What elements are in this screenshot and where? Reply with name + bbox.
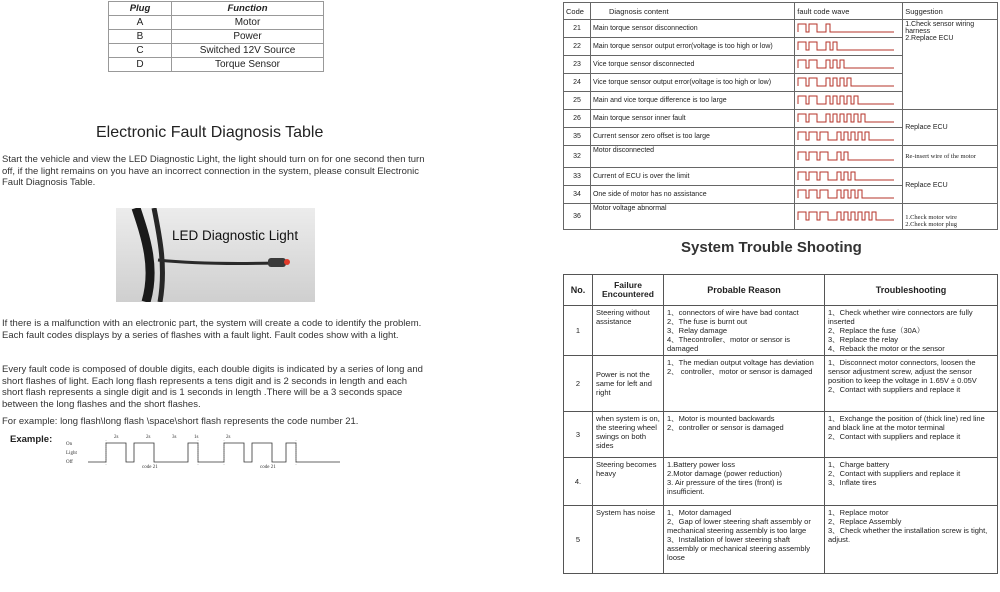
- troubleshooting-header: Troubleshooting: [825, 275, 998, 306]
- reason-line: 2、controller or sensor is damaged: [667, 423, 784, 432]
- code-label: code 21: [142, 465, 158, 470]
- fix-cell: [825, 356, 998, 412]
- plug-function-table: [108, 1, 324, 72]
- wave-line: [798, 42, 894, 50]
- code-cell: 33: [564, 168, 591, 186]
- table-row: [564, 20, 998, 38]
- table-row: [109, 44, 324, 58]
- led-photo-label: LED Diagnostic Light: [172, 228, 299, 243]
- wave-cell: [795, 110, 903, 128]
- table-row: [564, 168, 998, 186]
- diagnosis-cell: Main torque sensor disconnection: [590, 20, 794, 38]
- failure-cell: Steering becomes heavy: [593, 458, 664, 506]
- failure-header: Failure Encountered: [593, 275, 664, 306]
- suggestion-cell: Replace ECU: [903, 168, 998, 204]
- no-cell: 4.: [564, 458, 593, 506]
- timing-label: 2s: [146, 435, 151, 440]
- intro-paragraph: Start the vehicle and view the LED Diagnostic Light, the light should turn on for one second then turn off, if the light remains on you have an incorrect connection in the system, please consult Electronic Fault Diagnosis Table.: [2, 154, 425, 188]
- reason-line: 1.Battery power loss: [667, 460, 735, 469]
- fix-line: 2、Contact with suppliers and replace it: [828, 385, 961, 394]
- failure-cell: when system is on, the steering wheel swings on both sides: [593, 412, 664, 458]
- table-row: [564, 146, 998, 168]
- fix-line: 4、Reback the motor or the sensor: [828, 344, 945, 353]
- wave-line: [798, 96, 894, 104]
- reason-header: Probable Reason: [664, 275, 825, 306]
- trouble-shooting-table: [563, 274, 998, 574]
- example-label: Example:: [10, 434, 53, 445]
- plug-cell: A: [109, 16, 172, 30]
- reason-line: 3、Installation of lower steering shaft assembly or mechanical steering assembly loose: [667, 535, 810, 562]
- reason-line: 1、The median output voltage has deviation: [667, 358, 814, 367]
- wave-cell: [795, 92, 903, 110]
- suggestion-line: 1.Check sensor wiring harness: [905, 21, 975, 35]
- reason-line: 1、Motor damaged: [667, 508, 732, 517]
- wave-cell: [795, 186, 903, 204]
- code-cell: 25: [564, 92, 591, 110]
- timing-label: 2s: [114, 435, 119, 440]
- example-paragraph: For example: long flash\long flash \space\short flash represents the code number 21.: [2, 416, 359, 427]
- fix-line: 1、Check whether wire connectors are fully inserted: [828, 308, 973, 326]
- suggestion-cell: [903, 20, 998, 110]
- reason-cell: [664, 356, 825, 412]
- wave-line: [798, 190, 894, 198]
- code-cell: 24: [564, 74, 591, 92]
- plug-cell: D: [109, 58, 172, 72]
- reason-line: 2.Motor damage (power reduction): [667, 469, 783, 478]
- wave-cell: [795, 56, 903, 74]
- diagnosis-cell: Main torque sensor output error(voltage is too high or low): [590, 38, 794, 56]
- diagnosis-cell: Motor disconnected: [590, 146, 794, 168]
- reason-cell: [664, 458, 825, 506]
- reason-line: 1、connectors of wire have bad contact: [667, 308, 799, 317]
- function-cell: Switched 12V Source: [172, 44, 324, 58]
- fault-wave-graphic: [797, 169, 896, 183]
- fix-line: 1、Charge battery: [828, 460, 890, 469]
- reason-cell: [664, 506, 825, 574]
- timing-label: 1s: [194, 435, 199, 440]
- reason-line: 1、Motor is mounted backwards: [667, 414, 775, 423]
- reason-line: 2、Gap of lower steering shaft assembly or mechanical steering assembly is too large: [667, 517, 811, 535]
- diagram-light-label: Light: [66, 451, 77, 456]
- wave-line: [798, 78, 894, 86]
- no-header: No.: [564, 275, 593, 306]
- diagnosis-cell: Current sensor zero offset is too large: [590, 128, 794, 146]
- diagnosis-cell: Motor voltage abnormal: [590, 204, 794, 230]
- fix-line: 2、Contact with suppliers and replace it: [828, 432, 961, 441]
- fix-cell: [825, 506, 998, 574]
- code-label: code 21: [260, 465, 276, 470]
- code-cell: 36: [564, 204, 591, 230]
- reason-line: 2、The fuse is burnt out: [667, 317, 748, 326]
- reason-line: 3、Relay damage: [667, 326, 728, 335]
- wave-line: [798, 152, 894, 160]
- suggestion-line: 1.Check motor wire: [905, 214, 958, 221]
- diagnosis-cell: Main and vice torque difference is too large: [590, 92, 794, 110]
- diagram-on-label: On: [66, 442, 73, 447]
- wave-line: [798, 132, 894, 140]
- fix-cell: [825, 458, 998, 506]
- wave-cell: [795, 146, 903, 168]
- code-cell: 32: [564, 146, 591, 168]
- fault-wave-graphic: [797, 93, 896, 107]
- table-row: [564, 110, 998, 128]
- wave-cell: [795, 20, 903, 38]
- code-cell: 23: [564, 56, 591, 74]
- failure-cell: Steering without assistance: [593, 306, 664, 356]
- table-row: [564, 204, 998, 230]
- fault-wave-graphic: [797, 57, 896, 71]
- reason-line: 3. Air pressure of the tires (front) is insufficient.: [667, 478, 783, 496]
- fix-cell: [825, 412, 998, 458]
- no-cell: 3: [564, 412, 593, 458]
- fault-diagnosis-title: Electronic Fault Diagnosis Table: [96, 124, 324, 141]
- fault-wave-graphic: [797, 129, 896, 143]
- fault-wave-graphic: [797, 39, 896, 53]
- wave-line: [798, 60, 894, 68]
- table-row: [564, 506, 998, 574]
- failure-cell: Power is not the same for left and right: [593, 356, 664, 412]
- fault-wave-graphic: [797, 209, 896, 223]
- fix-line: 1、Disconnect motor connectors, loosen the sensor adjustment screw, adjust the sensor position to keep the voltage in 1.65V ± 0.05V: [828, 358, 977, 385]
- flash-timing-diagram: [60, 430, 345, 472]
- malfunction-paragraph: If there is a malfunction with an electronic part, the system will create a code to identify the problem. Each fault codes displays by a series of flashes with a fault light. Fault codes show with a light.: [2, 318, 422, 341]
- code-cell: 35: [564, 128, 591, 146]
- reason-line: 4、Thecontroller、motor or sensor is damaged: [667, 335, 790, 353]
- plug-header: Plug: [109, 2, 172, 16]
- fix-line: 1、Replace motor: [828, 508, 889, 517]
- table-row: [564, 412, 998, 458]
- function-cell: Torque Sensor: [172, 58, 324, 72]
- trouble-table-body: [564, 306, 998, 574]
- suggestion-line: 2.Check motor plug: [905, 221, 958, 228]
- diagnosis-cell: Vice torque sensor disconnected: [590, 56, 794, 74]
- wave-line: [798, 24, 894, 32]
- trouble-shooting-title: System Trouble Shooting: [681, 239, 862, 256]
- table-row: [564, 356, 998, 412]
- diagram-off-label: Off: [66, 460, 73, 465]
- fault-wave-graphic: [797, 21, 896, 35]
- fault-wave-graphic: [797, 75, 896, 89]
- diagnosis-cell: Current of ECU is over the limit: [590, 168, 794, 186]
- diagnosis-cell: Main torque sensor inner fault: [590, 110, 794, 128]
- fault-wave-graphic: [797, 111, 896, 125]
- wave-line: [798, 114, 894, 122]
- table-row: [109, 58, 324, 72]
- reason-cell: [664, 412, 825, 458]
- fault-code-paragraph: Every fault code is composed of double digits, each double digits is indicated by a series of long and short flashes of light. Each long flash represents a tens digit and is 2 seconds in length and each short flash represents a single digit and is 1 seconds in length .There will be a 3 seconds space between the long flashes and the short flashes.: [2, 364, 423, 410]
- code-cell: 21: [564, 20, 591, 38]
- fault-wave-graphic: [797, 187, 896, 201]
- fix-line: 3、Replace the relay: [828, 335, 899, 344]
- no-cell: 1: [564, 306, 593, 356]
- function-header: Function: [172, 2, 324, 16]
- fault-code-table: [563, 2, 998, 230]
- wave-header: fault code wave: [795, 3, 903, 20]
- table-row: [564, 458, 998, 506]
- wave-cell: [795, 204, 903, 230]
- fix-line: 3、Inflate tires: [828, 478, 877, 487]
- wave-line: [798, 212, 894, 220]
- table-row: [109, 16, 324, 30]
- code-cell: 34: [564, 186, 591, 204]
- code-header: Code: [564, 3, 591, 20]
- suggestion-line: 2.Replace ECU: [905, 35, 954, 42]
- fault-wave-graphic: [797, 149, 896, 163]
- function-cell: Power: [172, 30, 324, 44]
- code-cell: 26: [564, 110, 591, 128]
- function-cell: Motor: [172, 16, 324, 30]
- reason-cell: [664, 306, 825, 356]
- suggestion-cell: Replace ECU: [903, 110, 998, 146]
- code-cell: 22: [564, 38, 591, 56]
- timing-label: 3s: [172, 435, 177, 440]
- wave-cell: [795, 168, 903, 186]
- fix-line: 1、Exchange the position of (thick line) red line and black line at the motor terminal: [828, 414, 985, 432]
- led-wire-illustration: [116, 208, 315, 302]
- no-cell: 2: [564, 356, 593, 412]
- failure-cell: System has noise: [593, 506, 664, 574]
- fix-line: 2、Replace Assembly: [828, 517, 902, 526]
- plug-cell: B: [109, 30, 172, 44]
- led-diagnostic-photo: [116, 208, 315, 302]
- fix-line: 3、Check whether the installation screw is tight, adjust.: [828, 526, 988, 544]
- diagnosis-header: Diagnosis content: [590, 3, 794, 20]
- fix-cell: [825, 306, 998, 356]
- timing-label: 2s: [226, 435, 231, 440]
- suggestion-cell: Re-insert wire of the motor: [903, 146, 998, 168]
- plug-cell: C: [109, 44, 172, 58]
- wave-line: [798, 172, 894, 180]
- table-row: [564, 306, 998, 356]
- no-cell: 5: [564, 506, 593, 574]
- fix-line: 2、Contact with suppliers and replace it: [828, 469, 961, 478]
- wave-cell: [795, 38, 903, 56]
- diagnosis-cell: One side of motor has no assistance: [590, 186, 794, 204]
- reason-line: 2、 controller、motor or sensor is damaged: [667, 367, 813, 376]
- wave-cell: [795, 74, 903, 92]
- table-row: [109, 30, 324, 44]
- suggestion-cell: [903, 204, 998, 230]
- diagnosis-cell: Vice torque sensor output error(voltage is too high or low): [590, 74, 794, 92]
- suggestion-header: Suggestion: [903, 3, 998, 20]
- fix-line: 2、Replace the fuse（30A）: [828, 326, 925, 335]
- wave-cell: [795, 128, 903, 146]
